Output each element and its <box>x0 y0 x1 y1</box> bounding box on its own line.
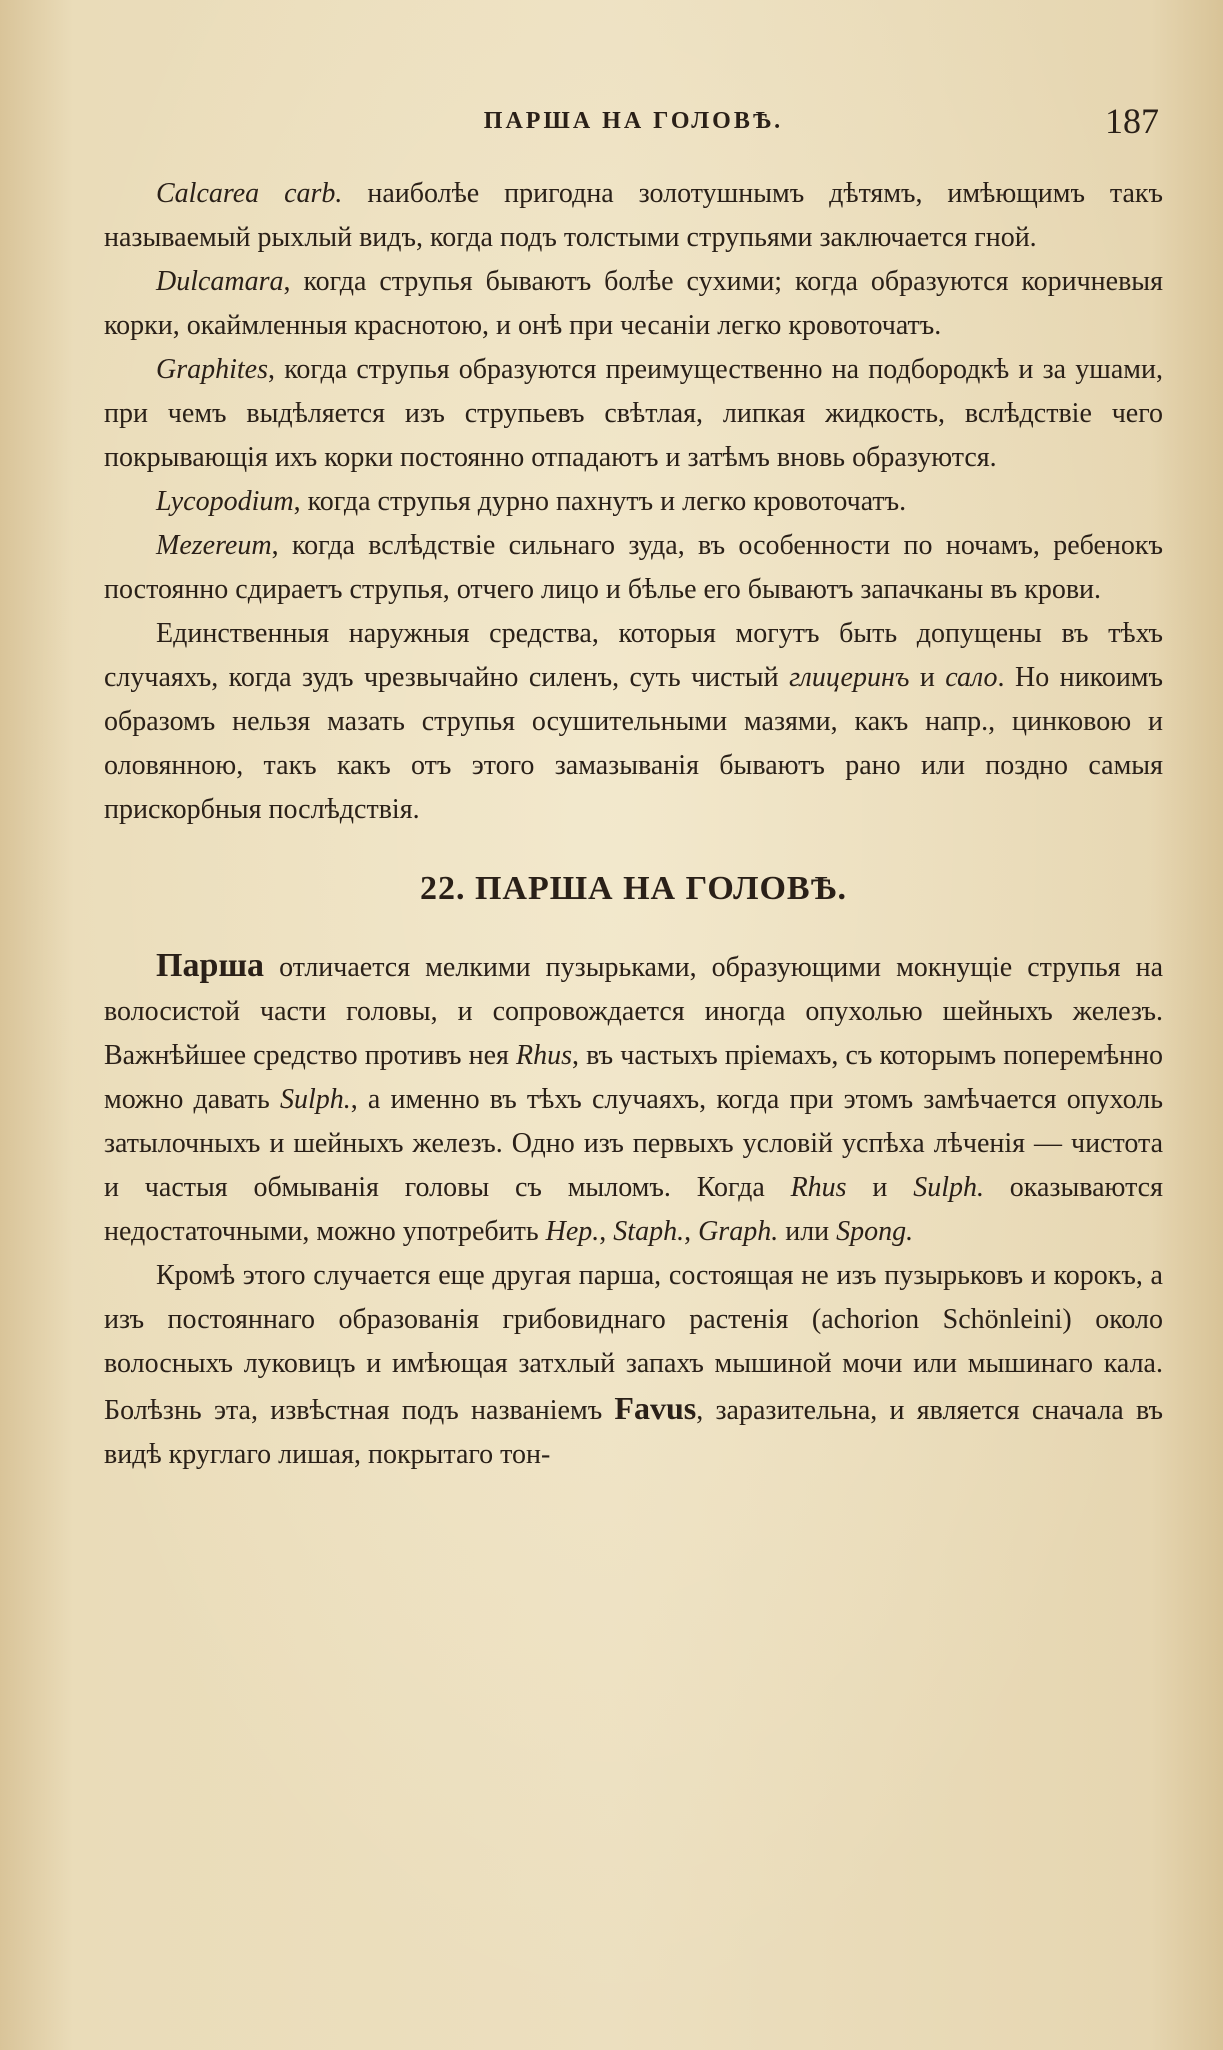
paragraph-graphites <box>104 348 1163 480</box>
emphasis-lard: сало <box>945 662 998 693</box>
paragraph-text: , когда струпья бываютъ болѣе сухими; когда образуются коричневыя корки, окаймленныя краснотою, и онѣ при чесаніи легко кровоточатъ. <box>104 266 1163 341</box>
remedy-name: Dulcamara <box>156 266 284 297</box>
text-run: и <box>846 1172 914 1203</box>
remedy-name: Staph. <box>613 1216 685 1247</box>
term-favus: Favus <box>614 1390 697 1426</box>
page-number: 187 <box>1105 101 1159 141</box>
remedy-name: Hep. <box>545 1216 600 1247</box>
page-header <box>104 100 1163 150</box>
remedy-name: Graphites <box>156 354 268 385</box>
paragraph-calcarea <box>104 172 1163 260</box>
paragraph-external-remedies <box>104 612 1163 832</box>
paragraph-mezereum <box>104 524 1163 612</box>
paragraph-dulcamara <box>104 260 1163 348</box>
remedy-name: Graph. <box>698 1216 779 1247</box>
text-run: . Но никоимъ образомъ нельзя мазать струпья осушительными мазями, какъ напр., цинковою и оловянною, такъ какъ отъ этого замазыванія бываютъ рано или поздно самыя прискорбныя послѣдствія. <box>104 662 1164 825</box>
remedy-name: Sulph. <box>913 1172 984 1203</box>
lead-word: Парша <box>156 947 265 984</box>
paragraph-text: наиболѣе пригодна золотушнымъ дѣтямъ, имѣющимъ такъ называемый рыхлый видъ, когда подъ толстыми струпьями заключается гной. <box>104 178 1163 253</box>
paragraph-parsha-intro <box>104 944 1163 1254</box>
remedy-name: Spong. <box>836 1216 914 1247</box>
paragraph-text: , когда струпья дурно пахнутъ и легко кровоточатъ. <box>293 486 907 517</box>
text-run: или <box>778 1216 837 1247</box>
text-run: и <box>909 662 946 693</box>
text-run: , заразительна, и является сначала въ видѣ круглаго лишая, покрытаго тон- <box>104 1395 1163 1470</box>
paragraph-lycopodium <box>104 480 1163 524</box>
remedy-name: Mezereum <box>156 530 272 561</box>
remedy-name: Rhus <box>516 1040 573 1071</box>
paragraph-text: , когда вслѣдствіе сильнаго зуда, въ особенности по ночамъ, ребенокъ постоянно сдираетъ струпья, отчего лицо и бѣлье его бываютъ запачканы въ крови. <box>104 530 1163 605</box>
text-run: , а именно въ тѣхъ случаяхъ, когда при этомъ замѣчается опухоль затылочныхъ и шейныхъ железъ. Одно изъ первыхъ условій успѣха лѣченія — чистота и частыя обмыванія головы съ мыломъ. Когда <box>104 1084 1163 1203</box>
remedy-name: Sulph. <box>279 1084 351 1115</box>
text-run: оказываются недостаточными, можно употребить <box>104 1172 1163 1247</box>
text-run: отличается мелкими пузырьками, образующими мокнущіе струпья на волосистой части головы, и сопровождается иногда опухолью шейныхъ железъ. Важнѣйшее средство противъ нея <box>104 952 1163 1071</box>
remedy-name: Lycopodium <box>156 486 294 517</box>
section-title: 22. ПАРША НА ГОЛОВѢ. <box>419 870 848 907</box>
running-head: ПАРША НА ГОЛОВѢ. <box>483 108 784 134</box>
remedy-name: Calcarea carb. <box>156 178 343 209</box>
text-run: , <box>599 1216 614 1247</box>
text-run: , въ частыхъ пріемахъ, съ которымъ поперемѣнно можно давать <box>104 1040 1163 1115</box>
text-run: Единственныя наружныя средства, которыя могутъ быть допущены въ тѣхъ случаяхъ, когда зудъ чрезвычайно силенъ, суть чистый <box>104 618 1163 693</box>
text-run: , <box>684 1216 699 1247</box>
text-run: Кромѣ этого случается еще другая парша, состоящая не изъ пузырьковъ и корокъ, а изъ постояннаго образованія грибовиднаго растенія (achorion Schönleini) около волосныхъ луковицъ и имѣющая затхлый запахъ мышиной мочи или мышинаго кала. Болѣзнь эта, извѣстная подъ названіемъ <box>104 1260 1163 1426</box>
paragraph-text: , когда струпья образуются преимущественно на подбородкѣ и за ушами, при чемъ выдѣляется изъ струпьевъ свѣтлая, липкая жидкость, вслѣдствіе чего покрывающія ихъ корки постоянно отпадаютъ и затѣмъ вновь образуются. <box>104 354 1163 473</box>
paragraph-favus <box>104 1254 1163 1477</box>
remedy-name: Rhus <box>790 1172 847 1203</box>
emphasis-glycerin: глицеринъ <box>789 662 910 693</box>
